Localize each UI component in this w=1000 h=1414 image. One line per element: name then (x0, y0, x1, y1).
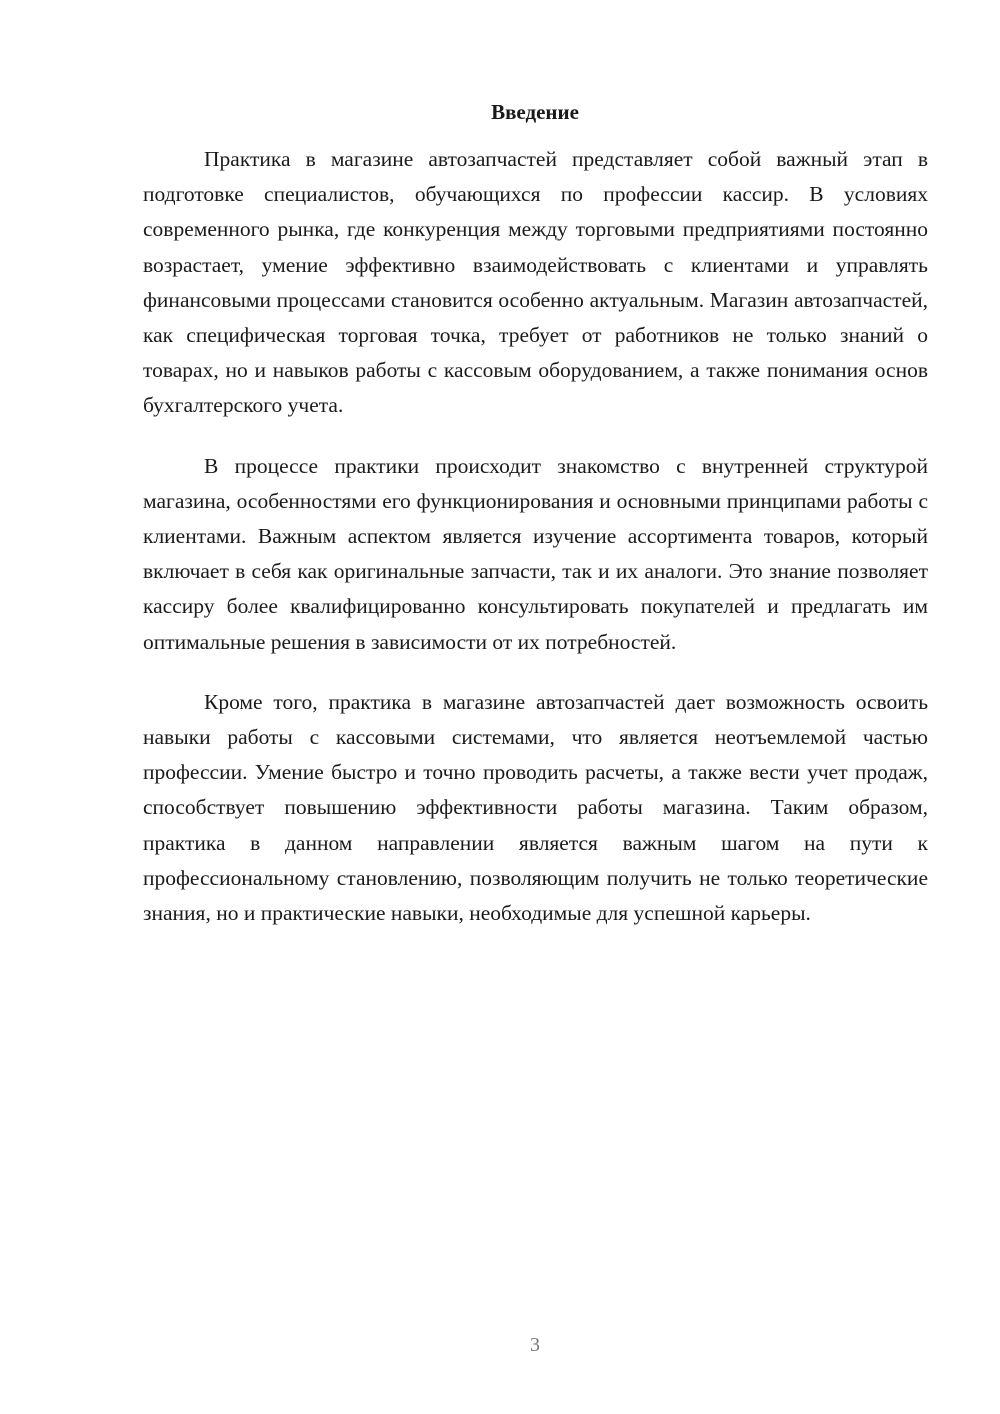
section-title: Введение (491, 100, 579, 124)
page-number: 3 (530, 1334, 540, 1356)
paragraph-1: Практика в магазине автозапчастей представляет собой важный этап в подготовке специалистов, обучающихся по профессии кассир. В условиях современного рынка, где конкуренция между торговыми предприятиями постоянно возрастает, умение эффективно взаимодействовать с клиентами и управлять финансовыми процессами становится особенно актуальным. Магазин автозапчастей, как специфическая торговая точка, требует от работников не только знаний о товарах, но и навыков работы с кассовым оборудованием, а также понимания основ бухгалтерского учета. (143, 147, 928, 418)
paragraph-2: В процессе практики происходит знакомство с внутренней структурой магазина, особенностями его функционирования и основными принципами работы с клиентами. Важным аспектом является изучение ассортимента товаров, который включает в себя как оригинальные запчасти, так и их аналоги. Это знание позволяет кассиру более квалифицированно консультировать покупателей и предлагать им оптимальные решения в зависимости от их потребностей. (143, 453, 928, 654)
body-text (143, 142, 928, 956)
paragraph-3: Кроме того, практика в магазине автозапчастей дает возможность освоить навыки работы с кассовыми системами, что является неотъемлемой частью профессии. Умение быстро и точно проводить расчеты, а также вести учет продаж, способствует повышению эффективности работы магазина. Таким образом, практика в данном направлении является важным шагом на пути к профессиональному становлению, позволяющим получить не только теоретические знания, но и практические навыки, необходимые для успешной карьеры. (143, 689, 928, 926)
